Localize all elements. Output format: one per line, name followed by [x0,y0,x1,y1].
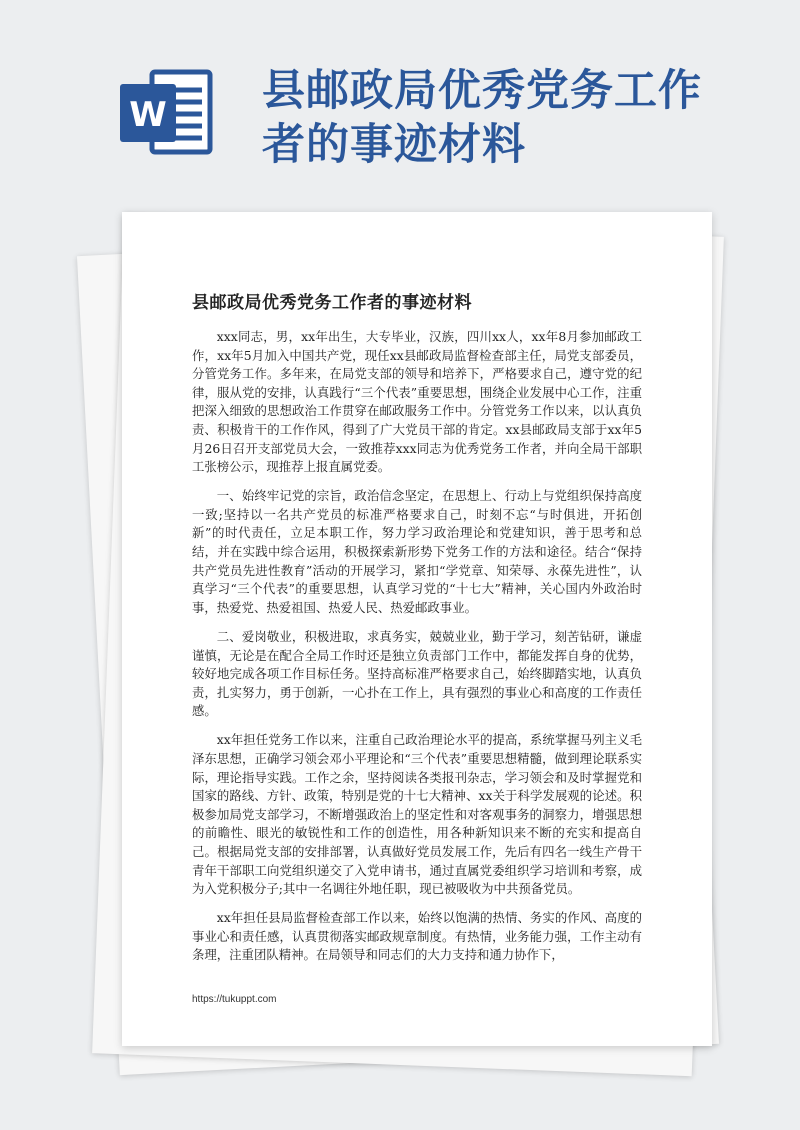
document-body [192,328,642,976]
paragraph: 二、爱岗敬业，积极进取，求真务实，兢兢业业，勤于学习，刻苦钻研，谦虚谨慎，无论是在配合全局工作时还是独立负责部门工作中，都能发挥自身的优势，较好地完成各项工作目标任务。坚持高标准严格要求自己，始终脚踏实地，认真负责，扎实努力，勇于创新，一心扑在工作上，具有强烈的事业心和高度的工作责任感。 [192,628,642,719]
paragraph: 一、始终牢记党的宗旨，政治信念坚定，在思想上、行动上与党组织保持高度一致;坚持以一名共产党员的标准严格要求自己，时刻不忘“与时俱进，开拓创新”的时代责任，立足本职工作，努力学习政治理论和党建知识，善于思考和总结，并在实践中综合运用，积极探索新形势下党务工作的方法和途径。结合“保持共产党员先进性教育”活动的开展学习，紧扣“学党章、知荣辱、永葆先进性”，认真学习“三个代表”的重要思想，认真学习党的“十七大”精神，关心国内外政治时事，热爱党、热爱祖国、热爱人民、热爱邮政事业。 [192,488,642,615]
footer-url: https://tukuppt.com [192,994,277,1005]
word-document-icon [118,68,214,156]
paragraph: xx年担任党务工作以来，注重自己政治理论水平的提高，系统掌握马列主义毛泽东思想，正确学习领会邓小平理论和“三个代表”重要思想精髓，做到理论联系实际，理论指导实践。工作之余，坚持阅读各类报刊杂志，学习领会和及时掌握党和国家的路线、方针、政策，特别是党的十七大精神、xx关于科学发展观的论述。积极参加局党支部学习，不断增强政治上的坚定性和对客观事务的洞察力，增强思想的前瞻性、眼光的敏锐性和工作的创造性，用各种新知识来不断的充实和提高自己。根据局党支部的安排部署，认真做好党员发展工作，先后有四名一线生产骨干青年干部职工向党组织递交了入党申请书，通过直属党委组织学习培训和考察，成为入党积极分子;其中一名调往外地任职，现已被吸收为中共预备党员。 [192,732,642,897]
header-title: 县邮政局优秀党务工作者的事迹材料 [262,66,702,170]
paragraph: xxx同志，男，xx年出生，大专毕业，汉族，四川xx人，xx年8月参加邮政工作，xx年5月加入中国共产党，现任xx县邮政局监督检查部主任，局党支部委员，分管党务工作。多年来，在局党支部的领导和培养下，严格要求自己，遵守党的纪律，服从党的安排，认真践行“三个代表”重要思想，围绕企业发展中心工作，注重把深入细致的思想政治工作贯穿在邮政服务工作中。分管党务工作以来，以认真负责、积极肯干的工作作风，得到了广大党员干部的肯定。xx县邮政局支部于xx年5月26日召开支部党员大会，一致推荐xxx同志为优秀党务工作者，并向全局干部职工张榜公示，现推荐上报直属党委。 [192,329,642,475]
paragraph: xx年担任县局监督检查部工作以来，始终以饱满的热情、务实的作风、高度的事业心和责任感，认真贯彻落实邮政规章制度。有热情，业务能力强，工作主动有条理，注重团队精神。在局领导和同志们的大力支持和通力协作下， [192,910,642,963]
document-title: 县邮政局优秀党务工作者的事迹材料 [192,293,472,313]
word-icon-letter: W [129,95,167,135]
document-page [122,212,712,1046]
